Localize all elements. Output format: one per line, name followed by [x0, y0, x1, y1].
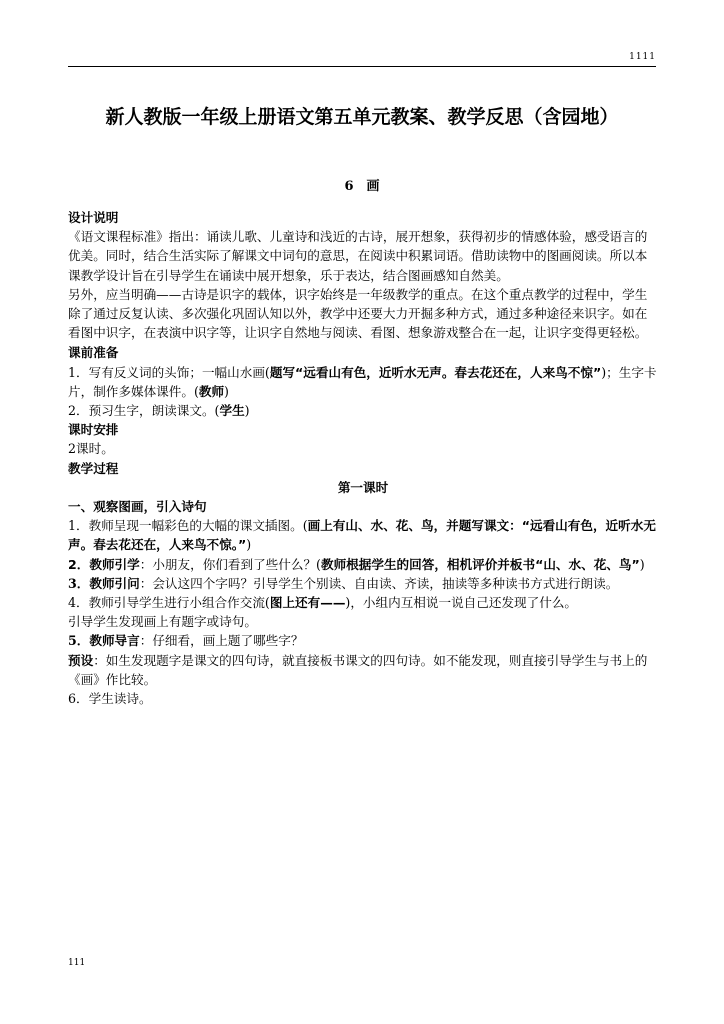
step-5-lead: 5．教师导言	[68, 633, 140, 649]
prep-item-2-end: )	[244, 403, 250, 419]
step-2	[68, 555, 658, 574]
step-4-bold: 图上还有——	[269, 595, 346, 611]
prep-item-1-post: )；生字卡片，制作多媒体课件。(	[68, 364, 657, 399]
step-5	[68, 631, 658, 650]
design-heading: 设计说明	[68, 210, 119, 225]
step-2-bold: 教师根据学生的回答，相机评价并板书“山、水、花、鸟”	[320, 556, 640, 572]
preset-lead: 预设	[68, 652, 94, 668]
step-2-lead: 2．教师引学	[68, 556, 140, 572]
prep-item-1-end: )	[224, 383, 229, 399]
schedule-text: 2课时。	[68, 441, 114, 457]
prep-item-1-text: 1．写有反义词的头饰；一幅山水画(	[68, 364, 270, 380]
header-page-number: 1111	[629, 52, 656, 62]
step-3-text: ：会认这四个字吗？引导学生个别读、自由读、齐读，抽读等多种读书方式进行朗读。	[139, 575, 619, 591]
prep-item-2-text: 2．预习生字，朗读课文。(	[68, 403, 220, 419]
prep-item-1	[68, 363, 658, 401]
preset-text: ：如生发现题字是课文的四句诗，就直接板书课文的四句诗。如不能发现，则直接引导学生与书上的《画》作比较。	[68, 652, 648, 687]
document-title: 新人教版一年级上册语文第五单元教案、教学反思（含园地）	[105, 106, 619, 128]
step-3	[68, 574, 658, 593]
process-heading: 教学过程	[68, 460, 119, 476]
step-4	[68, 593, 658, 612]
lesson-title: 6 画	[344, 179, 380, 194]
step-2-end: )	[639, 556, 645, 572]
design-paragraph-2: 另外，应当明确——古诗是识字的载体，识字始终是一年级教学的重点。在这个重点教学的过程中，学生除了通过反复认读、多次强化巩固认知以外，教学中还要大力开掘多种方式，通过多种途径来识字。如在看图中识字，在表演中识字等，让识字自然地与阅读、看图、想象游戏整合在一起，让识字变得更轻松。	[68, 286, 648, 341]
footer-page-number: 111	[68, 958, 86, 968]
document-body	[68, 208, 658, 708]
step-2-text: ：小朋友，你们看到了些什么？(	[139, 556, 321, 572]
preset-note	[68, 651, 658, 689]
prep-item-2	[68, 401, 658, 420]
prep-item-1-bold: 题写“远看山有色，近听水无声。春去花还在，人来鸟不惊”	[269, 364, 602, 380]
section-1-heading: 一、观察图画，引入诗句	[68, 499, 207, 515]
prep-item-2-who: 学生	[219, 403, 245, 419]
design-paragraph-1: 《语文课程标准》指出：诵读儿歌、儿童诗和浅近的古诗，展开想象，获得初步的情感体验，感受语言的优美。同时，结合生活实际了解课文中词句的意思，在阅读中积累词语。借助读物中的图画阅读。所以本课教学设计旨在引导学生在诵读中展开想象，乐于表达，结合图画感知自然美。	[68, 229, 648, 283]
step-1-bold: 画上有山、水、花、鸟，并题写课文：“远看山有色，近听水无声。春去花还在，人来鸟不惊。”	[68, 518, 656, 553]
step-4-text: 4．教师引导学生进行小组合作交流(	[68, 595, 270, 611]
step-1-text: 1．教师呈现一幅彩色的大幅的课文插图。(	[68, 518, 308, 534]
step-5-text: ：仔细看，画上题了哪些字？	[139, 633, 304, 649]
step-1	[68, 516, 658, 554]
step-6: 6．学生读诗。	[68, 691, 152, 707]
step-3-lead: 3．教师引问	[68, 575, 140, 591]
step-4b: 引导学生发现画上有题字或诗句。	[68, 614, 257, 630]
page-header	[68, 44, 656, 67]
step-4-post: )，小组内互相说一说自己还发现了什么。	[345, 595, 578, 611]
prep-item-1-who: 教师	[198, 383, 225, 399]
step-1-end: )	[246, 537, 252, 553]
first-lesson-heading: 第一课时	[337, 479, 389, 495]
schedule-heading: 课时安排	[68, 422, 119, 438]
prep-heading: 课前准备	[68, 345, 119, 361]
